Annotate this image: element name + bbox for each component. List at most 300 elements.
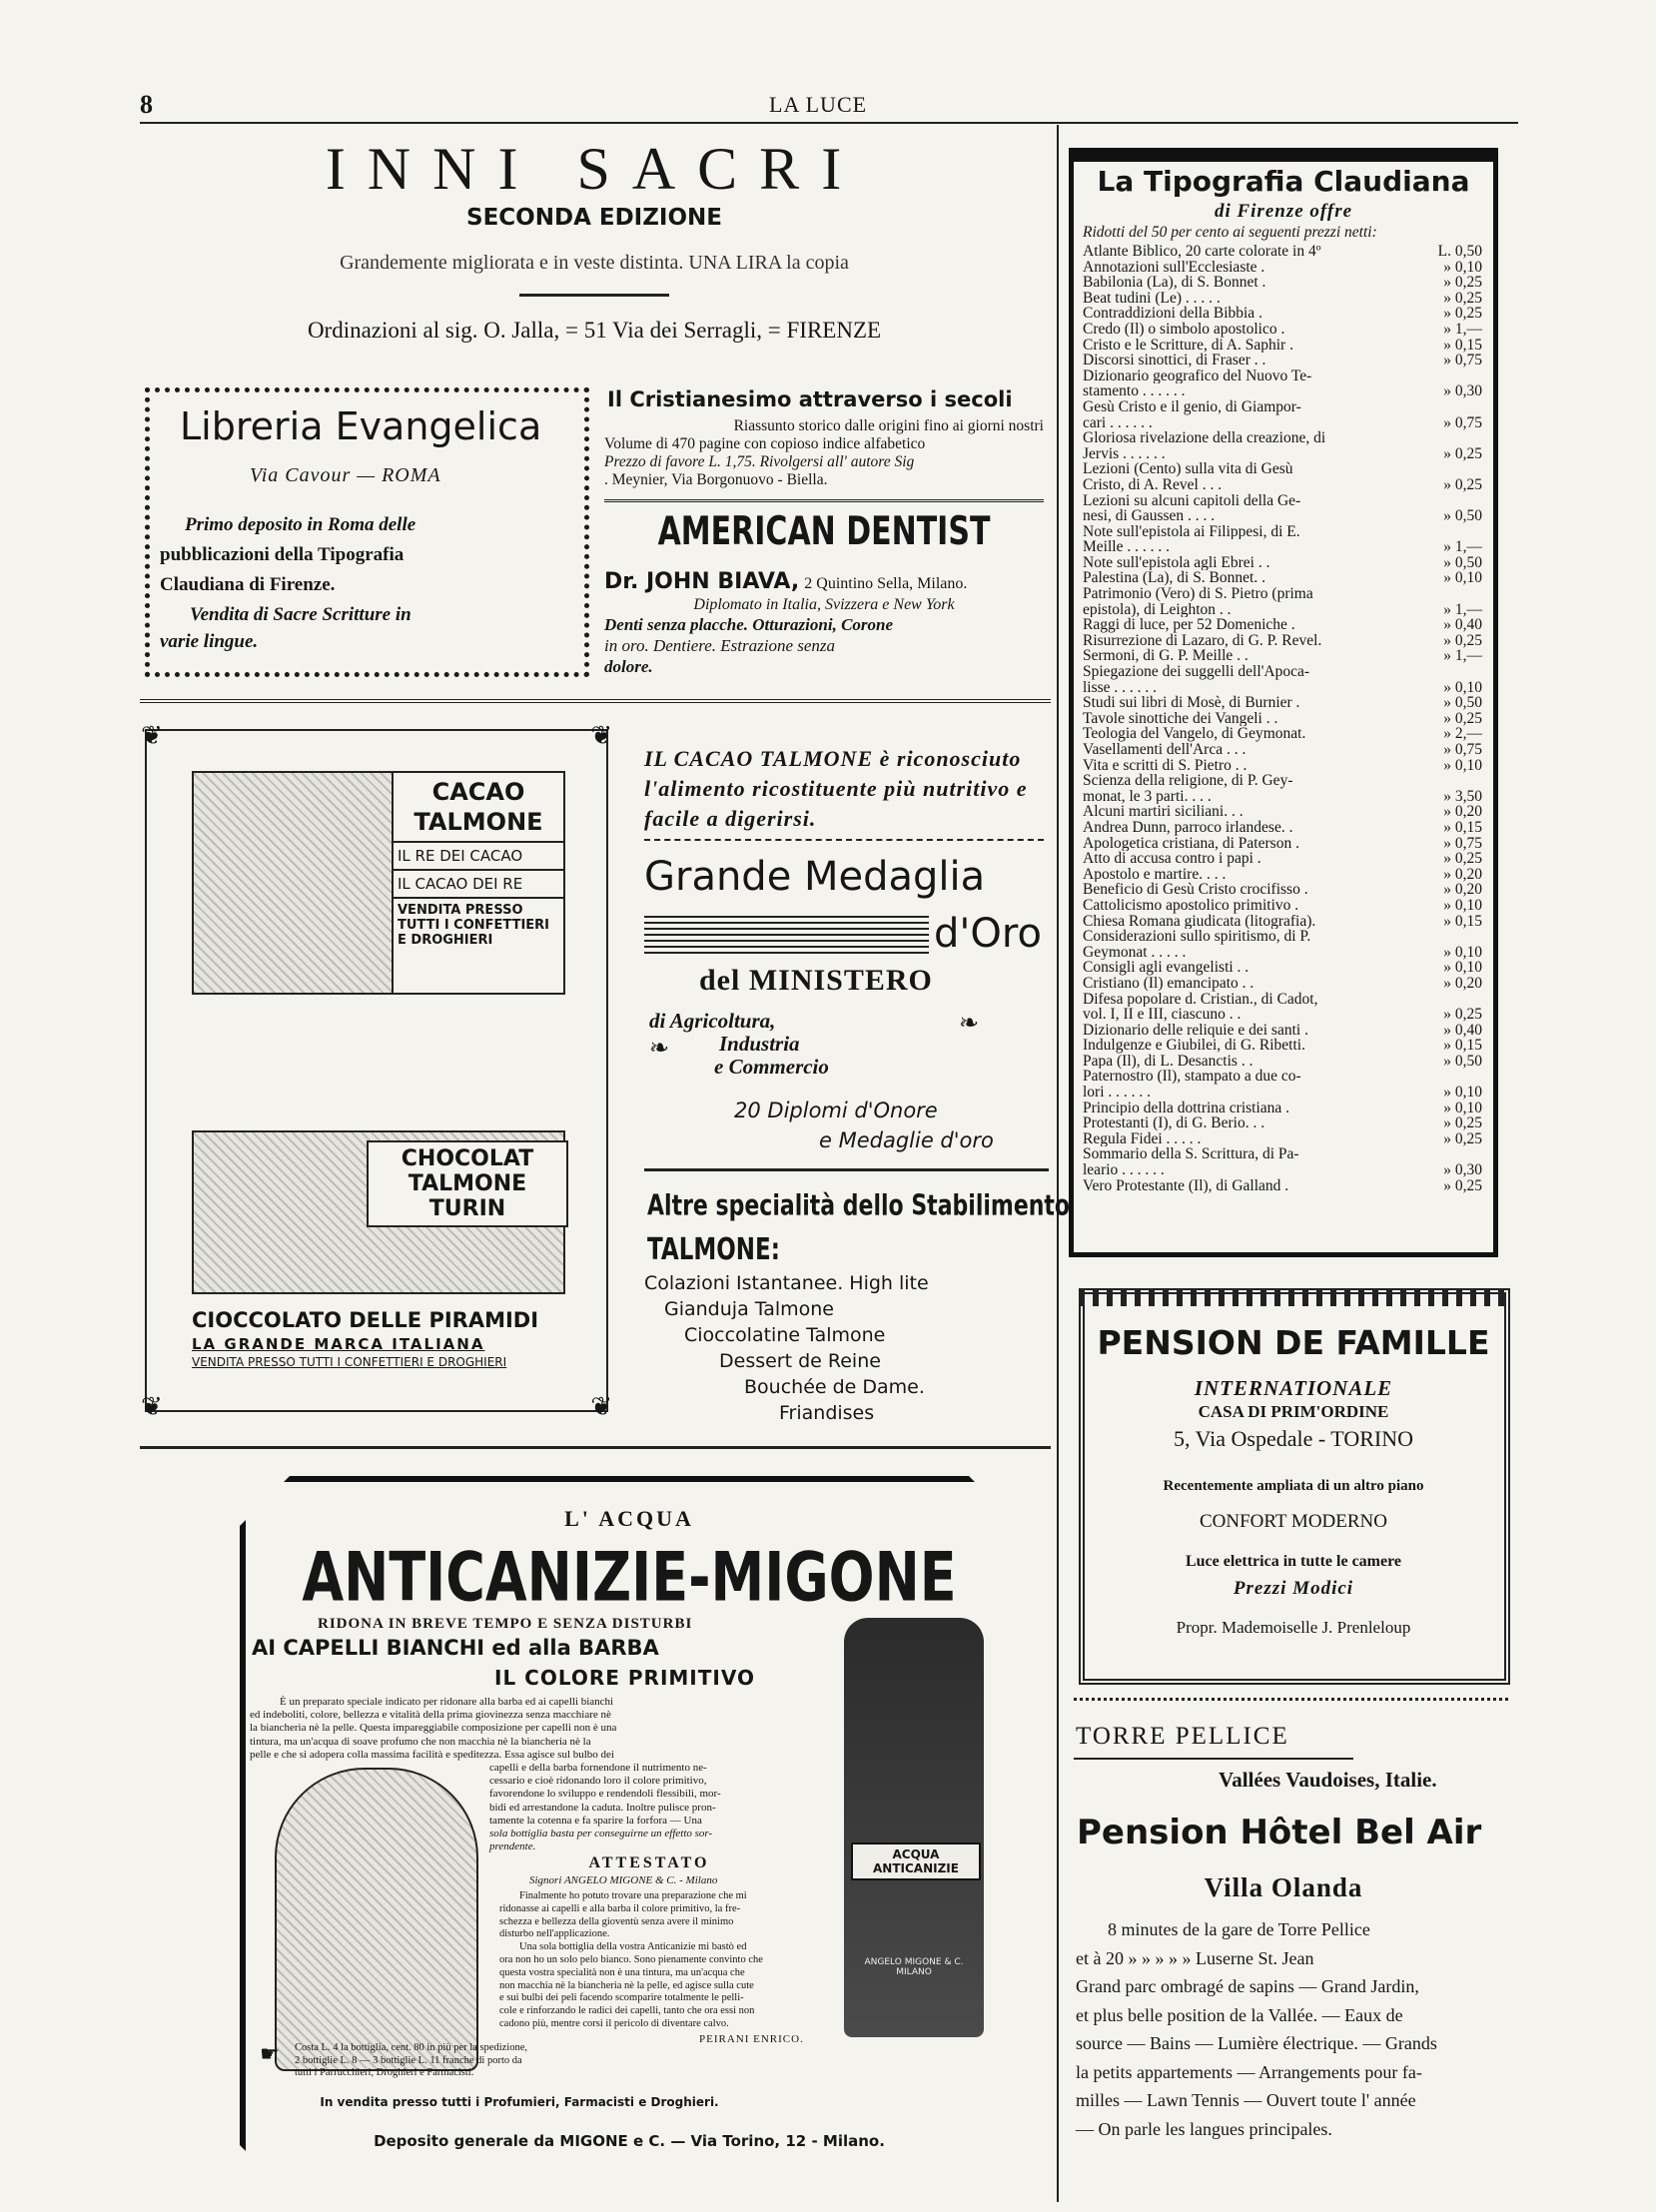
talmone-products	[644, 1270, 929, 1426]
talmone-diplomi2: e Medaglie d'oro	[819, 1128, 994, 1152]
price-item-price: » 0,50	[1443, 694, 1482, 712]
price-item-title: Principio della dottrina cristiana .	[1083, 1100, 1290, 1116]
price-item-price: » 0,10	[1443, 1084, 1482, 1102]
price-list-item	[1083, 399, 1482, 415]
price-item-title: Apostolo e martire. . . .	[1083, 866, 1227, 883]
price-list-item	[1083, 260, 1482, 276]
talmone-product: Bouchée de Dame.	[744, 1376, 925, 1398]
costa-line: tutti i Parrucchieri, Droghieri e Farmacisti.	[295, 2067, 474, 2078]
price-item-title: Meille . . . . . .	[1083, 539, 1170, 555]
price-item-title: Gesù Cristo e il genio, di Giampor-	[1083, 398, 1301, 415]
price-item-price: » 0,10	[1443, 569, 1482, 587]
price-list-item	[1083, 1085, 1482, 1101]
attestato-line: disturbo nell'applicazione.	[499, 1928, 610, 1940]
bottle-label: ACQUA ANTICANIZIE	[851, 1843, 981, 1880]
section-rule	[1074, 1698, 1508, 1701]
inni-order: Ordinazioni al sig. O. Jalla, = 51 Via dei Serragli, = FIRENZE	[307, 318, 882, 343]
belair-title: Pension Hôtel Bel Air	[1077, 1813, 1482, 1852]
price-list-item	[1083, 851, 1482, 867]
anticanizie-body-line: favorendone lo sviluppo e rendendoli flessibili, mor-	[489, 1788, 721, 1801]
price-list-item	[1083, 291, 1482, 307]
talmone-product: Gianduja Talmone	[664, 1298, 834, 1320]
price-item-price	[1422, 430, 1482, 446]
price-item-title: Atto di accusa contro i papi .	[1083, 851, 1261, 867]
anticanizie-deposito: Deposito generale da MIGONE e C. — Via Torino, 12 - Milano.	[374, 2132, 885, 2150]
price-item-price: » 0,50	[1443, 1052, 1482, 1070]
price-item-price: » 0,15	[1443, 912, 1482, 930]
price-item-price	[1422, 461, 1482, 477]
anticanizie-body-line: prendente.	[489, 1841, 536, 1853]
price-item-title: Considerazioni sullo spiritismo, di P.	[1083, 929, 1311, 945]
choc-vendita: VENDITA PRESSO TUTTI I CONFETTIERI E DROGHIERI	[192, 1355, 507, 1369]
price-item-price: » 0,10	[1443, 896, 1482, 914]
price-item-price	[1422, 664, 1482, 680]
belair-place: TORRE PELLICE	[1076, 1723, 1289, 1750]
price-list-item	[1083, 1038, 1482, 1054]
price-list-item	[1083, 1146, 1482, 1162]
cacao-panel	[392, 771, 565, 995]
price-item-title: Sermoni, di G. P. Meille . .	[1083, 648, 1248, 665]
anticanizie-vendita: In vendita presso tutti i Profumieri, Farmacisti e Droghieri.	[320, 2095, 719, 2109]
attestato-line: ridonasse ai capelli e alla barba il colore primitivo, la fre-	[499, 1902, 741, 1914]
price-item-title: Sommario della S. Scrittura, di Pa-	[1083, 1146, 1299, 1163]
price-list-item	[1083, 477, 1482, 493]
cristianesimo-title: Il Cristianesimo attraverso i secoli	[607, 387, 1013, 411]
price-item-title: monat, le 3 parti. . . .	[1083, 788, 1212, 805]
price-item-title: Apologetica cristiana, di Paterson .	[1083, 835, 1299, 852]
attestato-line: questa vostra specialità non è una tintura, ma un'acqua che	[499, 1966, 745, 1978]
price-item-title: Vita e scritti di S. Pietro . .	[1083, 757, 1247, 774]
price-item-title: Paternostro (Il), stampato a due co-	[1083, 1069, 1301, 1086]
belair-vallees: Vallées Vaudoises, Italie.	[1219, 1768, 1437, 1792]
cristianesimo-line: Prezzo di favore L. 1,75. Rivolgersi all' autore Sig	[604, 453, 915, 470]
price-list-item	[1083, 570, 1482, 586]
anticanizie-body-line: tamente la cotenna e fa sparire la forfora — Una	[489, 1814, 702, 1827]
price-list-item	[1083, 773, 1482, 789]
anticanizie-body-line: cessario e cioè ridonando loro il colore primitivo,	[489, 1775, 707, 1788]
anticanizie-body-line: tintura, ma un'acqua di soave profumo che non macchia nè la biancheria nè la	[250, 1735, 591, 1748]
choc-marca: LA GRANDE MARCA ITALIANA	[192, 1335, 485, 1353]
attestato-line: cadono più, mentre corsi il pericolo di diventare calvo.	[499, 2017, 729, 2029]
price-item-title: Palestina (La), di S. Bonnet. .	[1083, 570, 1265, 587]
price-list-item	[1083, 1178, 1482, 1194]
price-list-item	[1083, 524, 1482, 540]
price-item-price: » 0,25	[1443, 1006, 1482, 1024]
talmone-rule	[644, 1168, 1049, 1171]
talmone-altre: Altre specialità dello Stabilimento	[647, 1190, 1071, 1223]
price-list-item	[1083, 804, 1482, 820]
anticanizie-title: ANTICANIZIE-MIGONE	[302, 1538, 957, 1617]
price-item-price	[1422, 493, 1482, 509]
price-item-title: Scienza della religione, di P. Gey-	[1083, 773, 1293, 789]
price-item-price: » 0,40	[1443, 1021, 1482, 1039]
price-item-title: nesi, di Gaussen . . . .	[1083, 508, 1216, 524]
dentist-line1: Diplomato in Italia, Svizzera e New York	[693, 596, 955, 613]
price-item-price: » 0,75	[1443, 352, 1482, 369]
inni-rule	[519, 294, 669, 297]
pension-luce: Luce elettrica in tutte le camere	[1185, 1553, 1402, 1570]
price-list-item	[1083, 1023, 1482, 1039]
attestato-line: e sui bulbi dei peli facendo scomparire totalmente le pelli-	[499, 1992, 744, 2004]
price-item-title: Beneficio di Gesù Cristo crocifisso .	[1083, 882, 1308, 898]
belair-place-rule	[1074, 1758, 1353, 1760]
price-item-price: » 1,—	[1443, 600, 1482, 618]
price-item-title: vol. I, II e III, ciascuno . .	[1083, 1007, 1242, 1023]
price-item-price: » 0,10	[1443, 756, 1482, 774]
price-item-price: » 0,20	[1443, 803, 1482, 821]
price-list-item	[1083, 461, 1482, 477]
price-list-item	[1083, 275, 1482, 291]
price-item-title: Babilonia (La), di S. Bonnet .	[1083, 275, 1266, 291]
price-list-item	[1083, 695, 1482, 711]
price-item-price: » 0,10	[1443, 943, 1482, 961]
price-list-item	[1083, 446, 1482, 462]
price-item-title: Raggi di luce, per 52 Domeniche .	[1083, 617, 1295, 633]
price-item-price: » 0,25	[1443, 289, 1482, 307]
price-item-price: » 0,25	[1443, 274, 1482, 292]
belair-line: — On parle les langues principales.	[1076, 2118, 1332, 2139]
anticanizie-body-line: capelli e della barba fornendone il nutrimento ne-	[489, 1762, 707, 1775]
woman-illustration	[275, 1768, 478, 2071]
price-item-price: » 0,25	[1443, 1114, 1482, 1132]
belair-line: et plus belle position de la Vallée. — Eaux de	[1076, 2004, 1403, 2025]
belair-line: et à 20 » » » » » Luserne St. Jean	[1076, 1947, 1314, 1968]
price-item-title: Lezioni (Cento) sulla vita di Gesù	[1083, 461, 1293, 477]
costa-line: 2 bottiglie L. 8 — 3 bottiglie L. 11 franche di porto da	[295, 2054, 522, 2066]
price-list-item	[1083, 353, 1482, 369]
price-list-item	[1083, 383, 1482, 399]
price-list-item	[1083, 369, 1482, 384]
dentist-line2: Denti senza placche. Otturazioni, Corone	[604, 615, 894, 634]
price-item-price: » 0,25	[1443, 850, 1482, 868]
talmone-product: Cioccolatine Talmone	[684, 1324, 886, 1346]
belair-villa: Villa Olanda	[1204, 1872, 1363, 1902]
price-list-item	[1083, 633, 1482, 649]
anticanizie-body-line: bidi ed arrestandone la caduta. Inoltre pulisce pron-	[489, 1801, 716, 1814]
price-item-price: » 0,25	[1443, 709, 1482, 727]
price-list-item	[1083, 1101, 1482, 1116]
price-item-price: » 1,—	[1443, 647, 1482, 665]
price-item-price: » 0,25	[1443, 444, 1482, 462]
belair-line: Grand parc ombragé de sapins — Grand Jardin,	[1076, 1976, 1419, 1996]
price-item-title: stamento . . . . . .	[1083, 383, 1186, 399]
talmone-product: Colazioni Istantanee. High lite	[644, 1272, 929, 1294]
leaf-icon: ❧	[959, 1009, 980, 1037]
inni-subtitle: Grandemente migliorata e in veste distinta. UNA LIRA la copia	[340, 252, 849, 274]
pension-prezzi: Prezzi Modici	[1233, 1578, 1354, 1599]
talmone-name: TALMONE:	[647, 1233, 780, 1267]
cacao-brand: CACAO TALMONE	[394, 773, 563, 843]
inni-title: INNI SACRI	[325, 136, 864, 202]
price-item-price	[1422, 369, 1482, 384]
attestato-line: Una sola bottiglia della vostra Anticanizie mi bastò ed	[519, 1941, 747, 1953]
anticanizie-signori: Signori ANGELO MIGONE & C. - Milano	[529, 1874, 718, 1886]
price-item-title: Patrimonio (Vero) di S. Pietro (prima	[1083, 586, 1313, 602]
bottle-maker: ANGELO MIGONE & C. MILANO	[864, 1957, 964, 1977]
price-item-price: » 0,20	[1443, 974, 1482, 992]
price-list-item	[1083, 322, 1482, 338]
price-item-price: » 0,10	[1443, 959, 1482, 977]
price-list	[1083, 244, 1482, 1193]
costa-line: Costa L. 4 la bottiglia, cent. 80 in più per la spedizione,	[295, 2042, 527, 2053]
price-list-item	[1083, 820, 1482, 836]
attestato-line: schezza e bellezza della gioventù senza avere il minimo	[499, 1915, 734, 1927]
price-item-price	[1422, 524, 1482, 540]
price-item-title: Vasellamenti dell'Arca . . .	[1083, 742, 1246, 758]
libreria-line2: pubblicazioni della Tipografia	[160, 544, 405, 565]
price-item-title: Spiegazione dei suggelli dell'Apoca-	[1083, 664, 1310, 680]
price-item-price: » 3,50	[1443, 787, 1482, 805]
price-item-price	[1422, 586, 1482, 602]
price-list-item	[1083, 1069, 1482, 1085]
price-item-title: Jervis . . . . . .	[1083, 445, 1166, 462]
price-list-item	[1083, 960, 1482, 976]
price-item-title: Andrea Dunn, parroco irlandese. .	[1083, 819, 1293, 836]
newspaper-title: LA LUCE	[769, 92, 868, 117]
price-item-title: cari . . . . . .	[1083, 414, 1153, 431]
price-item-price: » 0,30	[1443, 1161, 1482, 1179]
anticanizie-acqua: L' ACQUA	[564, 1506, 694, 1531]
price-item-price: » 0,75	[1443, 413, 1482, 431]
price-list-item	[1083, 836, 1482, 852]
section-rule	[140, 1446, 1051, 1449]
price-list-item	[1083, 1007, 1482, 1023]
dentist-line4: dolore.	[604, 657, 653, 676]
column-rule	[1057, 125, 1059, 2202]
anticanizie-attestato-body	[499, 1890, 829, 2031]
pension-title: PENSION DE FAMILLE	[1097, 1323, 1490, 1362]
price-item-title: Regula Fidei . . . . .	[1083, 1130, 1202, 1147]
price-list-item	[1083, 789, 1482, 805]
anticanizie-body-line: sola bottiglia basta per conseguirne un effetto sor-	[489, 1828, 713, 1841]
price-item-price	[1422, 773, 1482, 789]
price-item-title: Beat tudini (Le) . . . . .	[1083, 290, 1221, 307]
hand-pointer-icon: ☛	[260, 2042, 280, 2067]
anticanizie-body-line: pelle e che si adopera colla massima facilità e speditezza. Essa agisce sul bulbo dei	[250, 1748, 614, 1761]
price-item-title: Cristo e le Scritture, di A. Saphir .	[1083, 337, 1293, 354]
price-list-item	[1083, 976, 1482, 992]
price-item-price: » 0,15	[1443, 818, 1482, 836]
price-item-title: Credo (Il) o simbolo apostolico .	[1083, 321, 1285, 338]
price-list-item	[1083, 664, 1482, 680]
price-item-title: Papa (Il), di L. Desanctis . .	[1083, 1053, 1253, 1070]
belair-line: 8 minutes de la gare de Torre Pellice	[1108, 1919, 1370, 1939]
price-list-item	[1083, 742, 1482, 758]
price-item-price: L. 0,50	[1437, 243, 1482, 260]
price-item-price	[1422, 399, 1482, 415]
price-list-item	[1083, 680, 1482, 696]
libreria-line5: varie lingue.	[160, 631, 259, 652]
price-item-title: Teologia del Vangelo, di Geymonat.	[1083, 726, 1306, 742]
leaf-icon: ❧	[649, 1034, 670, 1062]
price-item-title: Note sull'epistola ai Filippesi, di E.	[1083, 523, 1300, 540]
price-list-item	[1083, 758, 1482, 774]
price-list-item	[1083, 914, 1482, 930]
talmone-agri3: e Commercio	[714, 1055, 829, 1079]
price-list-item	[1083, 711, 1482, 727]
price-item-price: » 0,25	[1443, 1176, 1482, 1194]
cristianesimo-rule	[604, 499, 1044, 502]
belair-line: la petits appartements — Arrangements pour fa-	[1076, 2061, 1422, 2082]
price-item-price	[1422, 1069, 1482, 1085]
anticanizie-attestato: ATTESTATO	[588, 1854, 710, 1871]
price-item-title: lisse . . . . . .	[1083, 679, 1158, 696]
price-item-price: » 0,25	[1443, 1129, 1482, 1147]
dentist-address: 2 Quintino Sella, Milano.	[804, 575, 968, 592]
price-item-price: » 0,20	[1443, 881, 1482, 899]
price-item-title: Atlante Biblico, 20 carte colorate in 4º	[1083, 244, 1321, 260]
price-list-item	[1083, 1054, 1482, 1070]
anticanizie-l3: IL COLORE PRIMITIVO	[494, 1666, 755, 1690]
price-list-item	[1083, 602, 1482, 618]
price-item-title: Note sull'epistola agli Ebrei . .	[1083, 554, 1270, 571]
price-list-item	[1083, 415, 1482, 431]
attestato-line: non macchia nè la biancheria nè la pelle, ed agisce sulla cute	[499, 1979, 754, 1991]
cristianesimo-line: Volume di 470 pagine con copioso indice alfabetico	[604, 435, 926, 452]
price-item-price: » 2,—	[1443, 725, 1482, 743]
ornament-band	[1079, 1288, 1510, 1306]
price-item-title: Gloriosa rivelazione della creazione, di	[1083, 430, 1326, 446]
cristianesimo-line: Riassunto storico dalle origini fino ai giorni nostri	[733, 417, 1044, 434]
section-rule	[140, 699, 1051, 703]
pension-address: 5, Via Ospedale - TORINO	[1173, 1426, 1414, 1451]
price-item-price: » 0,10	[1443, 258, 1482, 276]
price-list-item	[1083, 992, 1482, 1008]
choc-line: CIOCCOLATO DELLE PIRAMIDI	[192, 1308, 539, 1332]
price-item-title: Difesa popolare d. Cristian., di Cadot,	[1083, 991, 1318, 1008]
chocolat-label: CHOCOLAT TALMONE TURIN	[367, 1140, 568, 1227]
price-item-title: Consigli agli evangelisti . .	[1083, 960, 1249, 976]
price-item-price: » 0,25	[1443, 305, 1482, 323]
talmone-ministero: del MINISTERO	[699, 964, 933, 997]
price-item-price: » 0,15	[1443, 336, 1482, 354]
price-list-item	[1083, 1115, 1482, 1131]
libreria-address: Via Cavour — ROMA	[250, 464, 441, 486]
price-list-item	[1083, 898, 1482, 914]
talmone-diplomi1: 20 Diplomi d'Onore	[734, 1099, 938, 1122]
price-list-item	[1083, 586, 1482, 602]
price-list-item	[1083, 617, 1482, 633]
price-list-item	[1083, 539, 1482, 555]
price-list-item	[1083, 338, 1482, 354]
anticanizie-body-line: la biancheria nè la pelle. Questa impareggiabile composizione per capelli non è una	[250, 1722, 617, 1735]
price-item-title: Geymonat . . . . .	[1083, 944, 1187, 961]
price-item-title: Indulgenze e Giubilei, di G. Ribetti.	[1083, 1038, 1305, 1054]
dentist-line3: in oro. Dentiere. Estrazione senza	[604, 636, 836, 655]
price-list-item	[1083, 726, 1482, 742]
tipografia-sub: di Firenze offre	[1214, 201, 1353, 222]
price-item-title: Tavole sinottiche dei Vangeli . .	[1083, 710, 1278, 727]
price-item-title: Chiesa Romana giudicata (litografia).	[1083, 913, 1316, 930]
price-item-title: Alcuni martiri siciliani. . .	[1083, 804, 1243, 820]
tipografia-title: La Tipografia Claudiana	[1097, 165, 1470, 198]
price-item-price: » 0,25	[1443, 631, 1482, 649]
corner-ornament-icon: ❦	[590, 1392, 612, 1422]
price-item-price	[1422, 1146, 1482, 1162]
hatch-band	[644, 914, 929, 954]
price-list-item	[1083, 929, 1482, 945]
price-list-item	[1083, 508, 1482, 524]
price-list-item	[1083, 882, 1482, 898]
talmone-ad	[141, 721, 612, 1422]
attestato-line: ora non ho un solo pelo bianco. Sono pienamente convinto che	[499, 1953, 763, 1965]
pension-confort: CONFORT MODERNO	[1199, 1511, 1387, 1532]
libreria-line3: Claudiana di Firenze.	[160, 574, 336, 595]
price-list-item	[1083, 648, 1482, 664]
talmone-medal1: Grande Medaglia	[644, 854, 986, 900]
price-list-item	[1083, 1131, 1482, 1147]
attestato-line: Finalmente ho potuto trovare una preparazione che mi	[519, 1890, 747, 1901]
anticanizie-l2: AI CAPELLI BIANCHI ed alla BARBA	[252, 1636, 659, 1660]
price-item-title: Protestanti (I), di G. Berio. . .	[1083, 1115, 1265, 1131]
anticanizie-body-line: È un preparato speciale indicato per ridonare alla barba ed ai capelli bianchi	[280, 1696, 614, 1708]
price-item-title: Dizionario delle reliquie e dei santi .	[1083, 1022, 1308, 1039]
cristianesimo-text	[604, 417, 1044, 489]
anticanizie-body-line: ed indeboliti, colore, bellezza e vitalità della prima giovinezza senza macchiare nè	[250, 1709, 611, 1722]
price-list-item	[1083, 493, 1482, 509]
corner-ornament-icon: ❦	[141, 1392, 163, 1422]
talmone-product: Friandises	[779, 1402, 875, 1424]
price-item-title: Studi sui libri di Mosè, di Burnier .	[1083, 695, 1300, 711]
price-item-price: » 1,—	[1443, 320, 1482, 338]
cacao-panel-line: VENDITA PRESSO TUTTI I CONFETTIERI E DROGHIERI	[398, 903, 550, 948]
pension-casa: CASA DI PRIM'ORDINE	[1198, 1402, 1389, 1421]
talmone-medal2: d'Oro	[934, 911, 1042, 957]
price-item-price: » 0,30	[1443, 382, 1482, 400]
price-item-title: lori . . . . . .	[1083, 1085, 1152, 1101]
price-item-title: Cristiano (Il) emancipato . .	[1083, 975, 1254, 992]
dentist-title: AMERICAN DENTIST	[657, 508, 991, 555]
price-item-title: Lezioni su alcuni capitoli della Ge-	[1083, 492, 1301, 509]
price-item-price: » 0,75	[1443, 741, 1482, 758]
price-item-title: Dizionario geografico del Nuovo Te-	[1083, 368, 1312, 384]
libreria-line1: Primo deposito in Roma delle	[185, 514, 416, 535]
libreria-name: Libreria Evangelica	[180, 404, 542, 448]
price-item-title: Cristo, di A. Revel . . .	[1083, 476, 1223, 493]
anticanizie-signature: PEIRANI ENRICO.	[699, 2033, 804, 2045]
price-item-title: Annotazioni sull'Ecclesiaste .	[1083, 259, 1265, 276]
belair-line: milles — Lawn Tennis — Ouvert toute l' année	[1076, 2090, 1416, 2110]
price-list-item	[1083, 555, 1482, 571]
price-item-price	[1422, 929, 1482, 945]
talmone-product: Dessert de Reine	[719, 1350, 881, 1372]
price-item-price: » 0,50	[1443, 553, 1482, 571]
price-item-title: Discorsi sinottici, di Fraser . .	[1083, 353, 1266, 369]
price-item-price: » 1,—	[1443, 538, 1482, 556]
price-item-price	[1422, 992, 1482, 1008]
wavy-rule	[644, 839, 1044, 841]
price-item-price: » 0,10	[1443, 678, 1482, 696]
attestato-line: cole e rinforzando le radici dei capelli, tanto che ora essi non	[499, 2005, 755, 2017]
price-item-title: Contraddizioni della Bibbia .	[1083, 306, 1262, 322]
price-item-price: » 0,40	[1443, 616, 1482, 634]
talmone-agri2: Industria	[719, 1032, 800, 1056]
page-number: 8	[140, 90, 153, 119]
pension-propr: Propr. Mademoiselle J. Prenleloup	[1176, 1618, 1411, 1637]
cristianesimo-line: . Meynier, Via Borgonuovo - Biella.	[604, 471, 828, 488]
price-item-title: leario . . . . . .	[1083, 1162, 1165, 1178]
price-item-price: » 0,50	[1443, 507, 1482, 525]
price-list-item	[1083, 1162, 1482, 1178]
belair-text	[1076, 1915, 1500, 2143]
cacao-panel-line: IL CACAO DEI RE	[394, 871, 563, 899]
price-item-price: » 0,75	[1443, 834, 1482, 852]
price-item-price: » 0,25	[1443, 475, 1482, 493]
corner-ornament-icon: ❦	[590, 721, 612, 751]
dentist-name: Dr. JOHN BIAVA,	[604, 569, 800, 594]
dentist-name-row	[604, 569, 1054, 594]
pension-recent: Recentemente ampliata di un altro piano	[1163, 1478, 1424, 1494]
